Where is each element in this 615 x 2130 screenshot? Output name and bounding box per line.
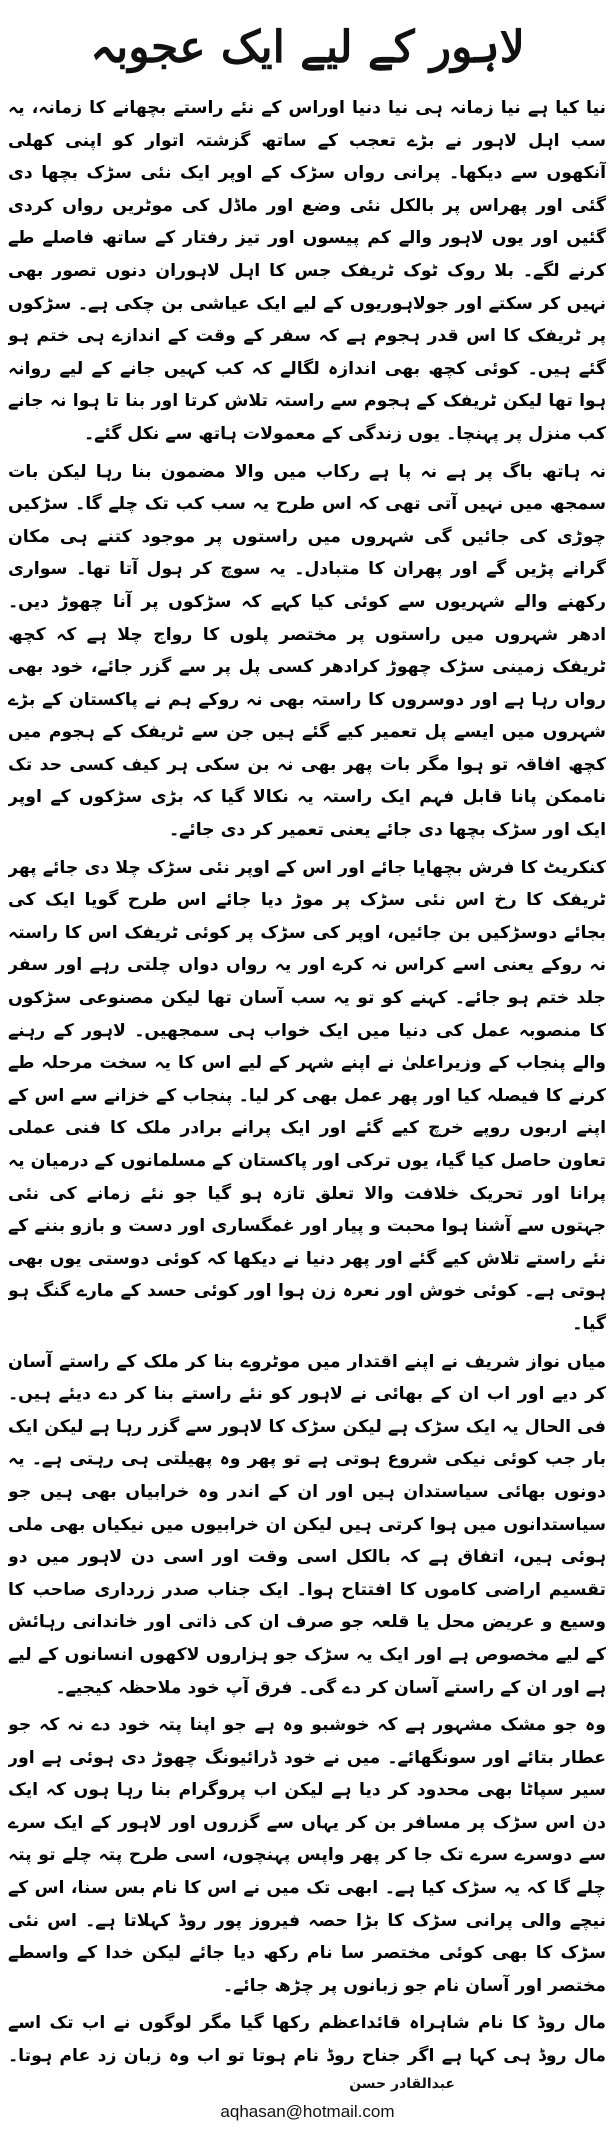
article-paragraph: نہ ہاتھ باگ پر ہے نہ پا ہے رکاب میں والا مضمون بنا رہا لیکن بات سمجھ میں نہیں آتی تھی کہ اس طرح یہ سب کب تک چلے گا۔ سڑکیں چوڑی کی جائیں گی شہروں میں راستوں پر موجود کتنے ہی مکان گرانے پڑیں گے اور پھران کا متبادل۔ یہ سوچ کر ہول آتا تھا۔ سواری رکھنے والے شہریوں سے کوئی کیا کہے کہ سڑکوں پر آنا چھوڑ دیں۔ ادھر شہروں میں راستوں پر مختصر پلوں کا رواج چلا ہے کہ کچھ ٹریفک زمینی سڑک چھوڑ کرادھر کسی پل پر سے گزر جائے، خود بھی رواں رہا ہے اور دوسروں کا راستہ بھی نہ روکے ہم نے پاکستان کے بڑے شہروں میں ایسے پل تعمیر کیے گئے ہیں جن سے ٹریفک کے ہجوم میں کچھ افاقہ تو ہوا مگر بات پھر بھی نہ بن سکی ہر کیف کسی حد تک ناممکن پانا قابل فہم ایک راستہ یہ نکالا گیا کہ بڑی سڑکوں کے اوپر ایک اور سڑک بچھا دی جائے یعنی تعمیر کر دی جائے۔ xyxy=(8,461,606,841)
author-email: aqhasan@hotmail.com xyxy=(220,2102,395,2121)
article-paragraph: کنکریٹ کا فرش بچھایا جائے اور اس کے اوپر نئی سڑک چلا دی جائے پھر ٹریفک کا رخ اس نئی سڑک پر موڑ دیا جائے اس طرح گویا ایک کی بجائے دوسڑکیں بن جائیں، اوپر کی سڑک پر کوئی ٹریفک اس کا راستہ نہ روکے یعنی اسے کراس نہ کرے اور یہ رواں دواں چلتی رہے اور سفر جلد ختم ہو جائے۔ کہنے کو تو یہ سب آسان تھا لیکن مصنوعی سڑکوں کا منصوبہ عمل کی دنیا میں ایک خواب ہی سمجھیں۔ لاہور کے رہنے والے پنجاب کے وزیراعلیٰ نے اپنے شہر کے لیے اس کا یہ سخت مرحلہ طے کرنے کا فیصلہ کیا اور پھر عمل بھی کر لیا۔ پنجاب کے خزانے سے اس کے اپنے اربوں روپے خرچ کیے گئے اور ایک پرانے برادر ملک کا فنی عملی تعاون حاصل کیا گیا، یوں ترکی اور پاکستان کے مسلمانوں کے درمیان یہ پرانا اور تحریک خلافت والا تعلق تازہ ہو گیا جو نئے زمانے کی نئی جہتوں سے آشنا ہوا محبت و پیار اور غمگساری اور دست و بازو بننے کے نئے راستے تلاش کیے گئے اور پھر دنیا نے دیکھا کہ کوئی دوستی یوں بھی ہوتی ہے۔ کوئی خوش اور نعرہ زن ہوا اور کوئی حسد کے مارے گنگ ہو گیا۔ xyxy=(8,857,606,1334)
article-body xyxy=(8,92,606,2077)
article-paragraph: میاں نواز شریف نے اپنے اقتدار میں موٹروے بنا کر ملک کے راستے آسان کر دیے اور اب ان کے بھائی نے لاہور کو نئے راستے بنا کر دے دیئے ہیں۔ فی الحال یہ ایک سڑک ہے لیکن سڑک کا لاہور سے گزر رہا ہے لیکن ایک بار جب کوئی نیکی شروع ہوتی ہے تو پھر وہ پھیلتی ہی رہتی ہے۔ یہ دونوں بھائی سیاستدان ہیں اور ان کے اندر وہ خرابیاں بھی ہیں جو سیاستدانوں میں ہوا کرتی ہیں لیکن ان خرابیوں میں نیکیاں بھی ملی ہوئی ہیں، اتفاق ہے کہ بالکل اسی وقت اور اسی دن لاہور میں دو تقسیم اراضی کاموں کا افتتاح ہوا۔ ایک جناب صدر زرداری صاحب کا وسیع و عریض محل یا قلعہ جو صرف ان کی ذاتی اور خاندانی رہائش کے لیے مخصوص ہے اور ایک یہ سڑک جو ہزاروں لاکھوں انسانوں کے لیے ہے اور ان کے راستے آسان کر دے گی۔ فرق آپ خود ملاحظہ کیجیے۔ xyxy=(8,1351,606,1698)
article-paragraph: نیا کیا ہے نیا زمانہ ہی نیا دنیا اوراس کے نئے راستے بچھانے کا زمانہ، یہ سب اہل لاہور نے بڑے تعجب کے ساتھ گزشتہ اتوار کو اپنی کھلی آنکھوں سے دیکھا۔ پرانی رواں سڑک کے اوپر ایک نئی سڑک بچھا دی گئی اور پھراس پر بالکل نئی وضع اور ماڈل کی موٹریں رواں کردی گئیں اور یوں لاہور والے کم پیسوں اور تیز رفتار کے ساتھ فاصلے طے کرنے لگے۔ بلا روک ٹوک ٹریفک جس کا اہل لاہوران دنوں تصور بھی نہیں کر سکتے اور جولاہوریوں کے لیے ایک عیاشی بن چکی ہے۔ سڑکوں پر ٹریفک کا اس قدر ہجوم ہے کہ سفر کے وقت کے اندازے ہی ختم ہو گئے ہیں۔ کوئی کچھ بھی اندازہ لگالے کہ کب کہیں جانے کے لیے روانہ ہوا تھا لیکن ٹریفک کے ہجوم سے راستہ تلاش کرتا اور بنا تا ہوا نہ جانے کب منزل پر پہنچا۔ یوں زندگی کے معمولات ہاتھ سے نکل گئے۔ xyxy=(8,98,606,444)
article-paragraph: وہ جو مشک مشہور ہے کہ خوشبو وہ ہے جو اپنا پتہ خود دے نہ کہ جو عطار بتائے اور سونگھائے۔ میں نے خود ڈرائیونگ چھوڑ دی ہوئی ہے اور سیر سپاٹا بھی محدود کر دیا ہے لیکن اب پروگرام بنا رہا ہوں کہ ایک دن اس سڑک پر مسافر بن کر یہاں سے گزروں اور لاہور کے ایک سرے سے دوسرے سرے تک جا کر پھر واپس پہنچوں، اسی طرح پتہ چلے تو پتہ چلے گا کہ یہ سڑک کیا ہے۔ ابھی تک میں نے اس کا نام بس سنا، اس کے نیچے والی پرانی سڑک کا بڑا حصہ فیروز پور روڈ کہلاتا ہے۔ اس نئی سڑک کا بھی کوئی مختصر سا نام رکھ دیا جائے لیکن خدا کے واسطے مختصر اور آسان نام جو زبانوں پر چڑھ جائے۔ xyxy=(8,1715,606,1996)
article-paragraph: مال روڈ کا نام شاہراہ قائداعظم رکھا گیا مگر لوگوں نے اب تک اسے مال روڈ ہی کہا ہے اگر جناح روڈ نام ہوتا تو اب وہ زبان زد عام ہوتا۔ xyxy=(8,2013,606,2067)
article-headline: لاہور کے لیے ایک عجوبہ xyxy=(90,22,525,73)
author-signature: عبدالقادر حسن xyxy=(349,2076,455,2092)
